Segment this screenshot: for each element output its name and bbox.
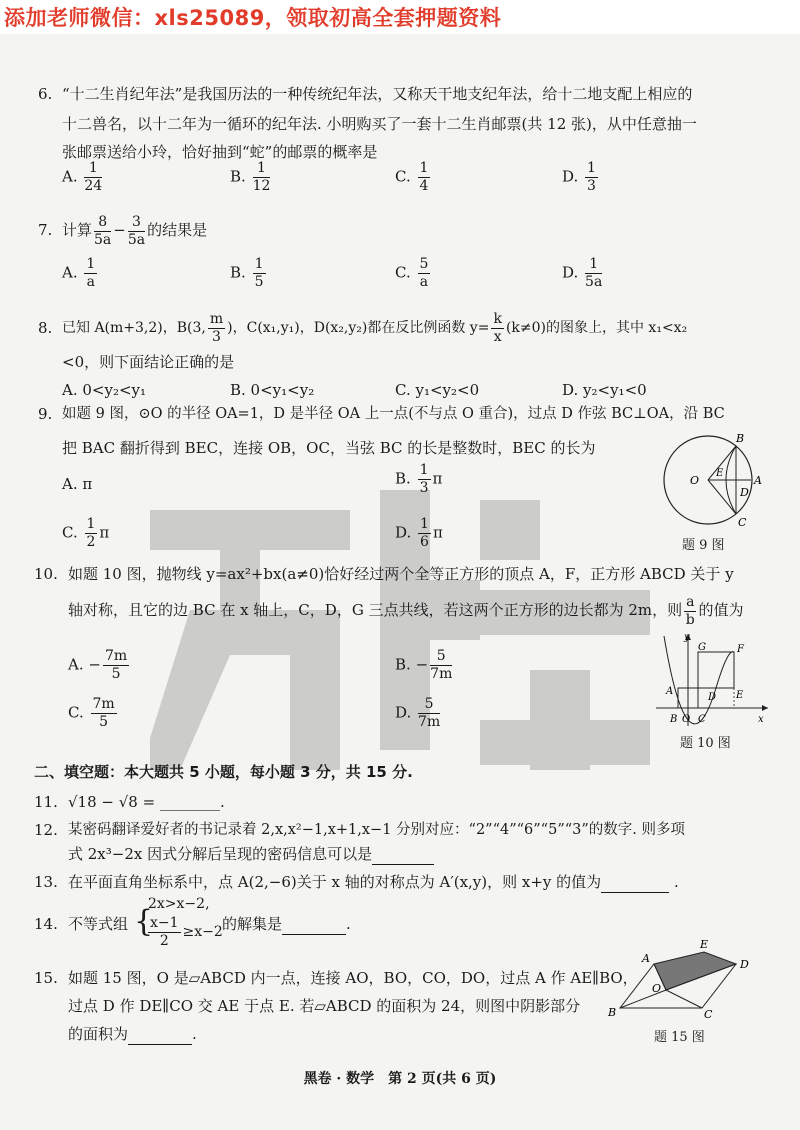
q10-caption: 题 10 图 <box>680 736 731 751</box>
q9-label-a: A <box>754 474 762 487</box>
q7-option-b[interactable]: B. $\frac{1}{5}$ <box>230 256 264 290</box>
q12-line2: 式 2x³−2x 因式分解后呈现的密码信息可以是 <box>68 844 434 865</box>
exam-page <box>0 34 800 1130</box>
q10-label-b: B <box>670 714 678 725</box>
q10-option-d[interactable]: D. $\frac{5}{7m}$ <box>395 696 441 730</box>
q9-figure <box>650 430 770 534</box>
q9-caption: 题 9 图 <box>682 538 725 553</box>
q10-option-b[interactable]: B. − $\frac{5}{7m}$ <box>395 648 453 682</box>
q10-label-e: E <box>736 690 744 701</box>
q14-pre: 不等式组 <box>68 915 129 933</box>
q11-text[interactable]: √18 − √8 = ________. <box>68 793 225 811</box>
option-label: A. <box>62 167 78 186</box>
option-label: D. <box>562 167 579 186</box>
q10-label-a: A <box>666 686 674 697</box>
q14-post: 的解集是 . <box>222 915 351 933</box>
q15-label-b: B <box>608 1006 617 1019</box>
q10-label-f: F <box>737 644 744 655</box>
q11-number: 11. <box>34 793 58 811</box>
q15-line3: 的面积为 . <box>68 1025 197 1043</box>
q10-label-x: x <box>758 714 764 725</box>
q14-brace: { <box>134 904 154 939</box>
q10-label-o: O <box>682 714 691 725</box>
q10-label-y: y <box>684 632 690 643</box>
section-title-fill-in: 二、填空题：本大题共 5 小题，每小题 3 分，共 15 分. <box>34 763 413 781</box>
page-footer: 黑卷 · 数学 第 2 页(共 6 页) <box>303 1071 497 1087</box>
q6-line1: “十二生肖纪年法”是我国历法的一种传统纪年法，又称天干地支纪年法，给十二地支配上相应的 <box>62 85 693 103</box>
q14-number: 14. <box>34 915 58 933</box>
q9-label-o: O <box>690 474 700 487</box>
q6-option-a[interactable] <box>62 160 104 195</box>
q9-option-a[interactable]: A. π <box>62 475 93 493</box>
option-label: B. <box>230 167 246 186</box>
q7-number: 7. <box>38 221 53 239</box>
q6-option-d[interactable] <box>562 160 600 195</box>
q13-answer-blank[interactable] <box>601 872 669 893</box>
q9-label-e: E <box>716 468 724 479</box>
q10-number: 10. <box>34 565 58 583</box>
q6-number: 6. <box>38 85 53 103</box>
q9-option-d[interactable]: D. $\frac{1}{6}$ π <box>395 516 443 550</box>
q10-label-d: D <box>708 692 717 703</box>
q8-option-b[interactable]: B. 0<y₁<y₂ <box>230 381 315 399</box>
q15-caption: 题 15 图 <box>654 1030 705 1045</box>
q15-label-d: D <box>740 958 749 971</box>
promo-banner <box>0 0 800 34</box>
q8-option-a[interactable]: A. 0<y₂<y₁ <box>62 381 147 399</box>
q15-label-o: O <box>652 982 662 995</box>
q10-label-c: C <box>698 714 706 725</box>
promo-banner-text: 添加老师微信：xls25089，领取初高全套押题资料 <box>4 6 502 30</box>
q8-line2: <0，则下面结论正确的是 <box>62 353 235 371</box>
q15-label-c: C <box>704 1008 713 1021</box>
q6-line3: 张邮票送给小玲，恰好抽到“蛇”的邮票的概率是 <box>62 143 378 161</box>
q15-number: 15. <box>34 969 58 987</box>
q15-line2: 过点 D 作 DE∥CO 交 AE 于点 E. 若▱ABCD 的面积为 24，则图中阴影部分 <box>68 997 581 1015</box>
q9-line1: 如题 9 图，⊙O 的半径 OA=1，D 是半径 OA 上一点(不与点 O 重合)，过点 D 作弦 BC⊥OA，沿 BC <box>62 406 725 422</box>
q10-option-a[interactable]: A. − $\frac{7m}{5}$ <box>68 648 128 682</box>
q8-number: 8. <box>38 319 53 337</box>
q10-label-g: G <box>698 642 706 653</box>
q9-line2: 把 BAC 翻折得到 BEC，连接 OB，OC，当弦 BC 的长是整数时，BEC 的长为 <box>62 439 596 457</box>
option-label: C. <box>395 167 411 186</box>
q6-option-c[interactable] <box>395 160 432 195</box>
q7-option-d[interactable]: D. $\frac{1}{5a}$ <box>562 256 603 290</box>
q6-line2: 十二兽名，以十二年为一循环的纪年法. 小明购买了一套十二生肖邮票(共 12 张)，从中任意抽一 <box>62 115 697 133</box>
q15-figure <box>606 938 766 1022</box>
q9-label-b: B <box>736 432 745 445</box>
q13-number: 13. <box>34 873 58 891</box>
fraction: $\frac{1}{3}$ <box>587 160 596 194</box>
q15-answer-blank[interactable] <box>128 1024 192 1045</box>
q13-text: 在平面直角坐标系中，点 A(2,−6)关于 x 轴的对称点为 A′(x,y)，则 x+y 的值为 . <box>68 873 679 891</box>
fraction: $\frac{1}{12}$ <box>252 160 271 194</box>
q8-option-c[interactable]: C. y₁<y₂<0 <box>395 381 480 399</box>
q7-option-a[interactable]: A. $\frac{1}{a}$ <box>62 256 96 290</box>
q15-label-a: A <box>642 952 650 965</box>
q12-number: 12. <box>34 821 58 839</box>
q9-number: 9. <box>38 405 53 423</box>
q9-option-c[interactable]: C. $\frac{1}{2}$ π <box>62 516 110 550</box>
q14-answer-blank[interactable] <box>282 914 346 935</box>
q12-answer-blank[interactable] <box>372 844 434 865</box>
watermark-text: 万唯 <box>160 479 185 493</box>
fraction: $\frac{1}{24}$ <box>84 160 103 194</box>
q7-option-c[interactable]: C. $\frac{5}{a}$ <box>395 256 429 290</box>
q12-line1: 某密码翻译爱好者的书记录着 2,x,x²−1,x+1,x−1 分别对应：“2”“4”“6”“5”“3”的数字. 则多项 <box>68 822 685 838</box>
q10-figure <box>652 630 776 730</box>
q15-line1: 如题 15 图，O 是▱ABCD 内一点，连接 AO，BO，CO，DO，过点 A 作 AE∥BO， <box>68 969 638 987</box>
q14-ineq2: $\frac{x-1}{2}$ ≥x−2 <box>150 914 223 949</box>
q7-stem: 计算 $\frac{8}{5a}$ − $\frac{3}{5a}$ 的结果是 <box>62 213 208 248</box>
q10-line2: 轴对称，且它的边 BC 在 x 轴上，C，D，G 三点共线，若这两个正方形的边长都为 2m，则 $\frac{a}{b}$ 的值为 <box>68 593 744 628</box>
q9-label-c: C <box>738 516 747 529</box>
q6-option-b[interactable] <box>230 160 272 195</box>
fraction: $\frac{1}{4}$ <box>419 160 429 194</box>
q10-option-c[interactable]: C. $\frac{7m}{5}$ <box>68 696 115 730</box>
q8-line1: 已知 A(m+3,2)，B(3, $\frac{m}{3}$ )，C(x₁,y₁)，D(x₂,y₂)都在反比例函数 y= $\frac{k}{x}$ (k≠0)的图象上，其中 x₁<x₂ <box>62 310 688 345</box>
q9-option-b[interactable]: B. $\frac{1}{3}$ π <box>395 462 443 496</box>
q9-label-d: D <box>740 486 749 499</box>
q10-line1: 如题 10 图，抛物线 y=ax²+bx(a≠0)恰好经过两个全等正方形的顶点 A，F，正方形 ABCD 关于 y <box>68 565 734 583</box>
q8-option-d[interactable]: D. y₂<y₁<0 <box>562 381 647 399</box>
q15-label-e: E <box>700 938 709 951</box>
q14-ineq1: 2x>x−2, <box>148 896 210 912</box>
